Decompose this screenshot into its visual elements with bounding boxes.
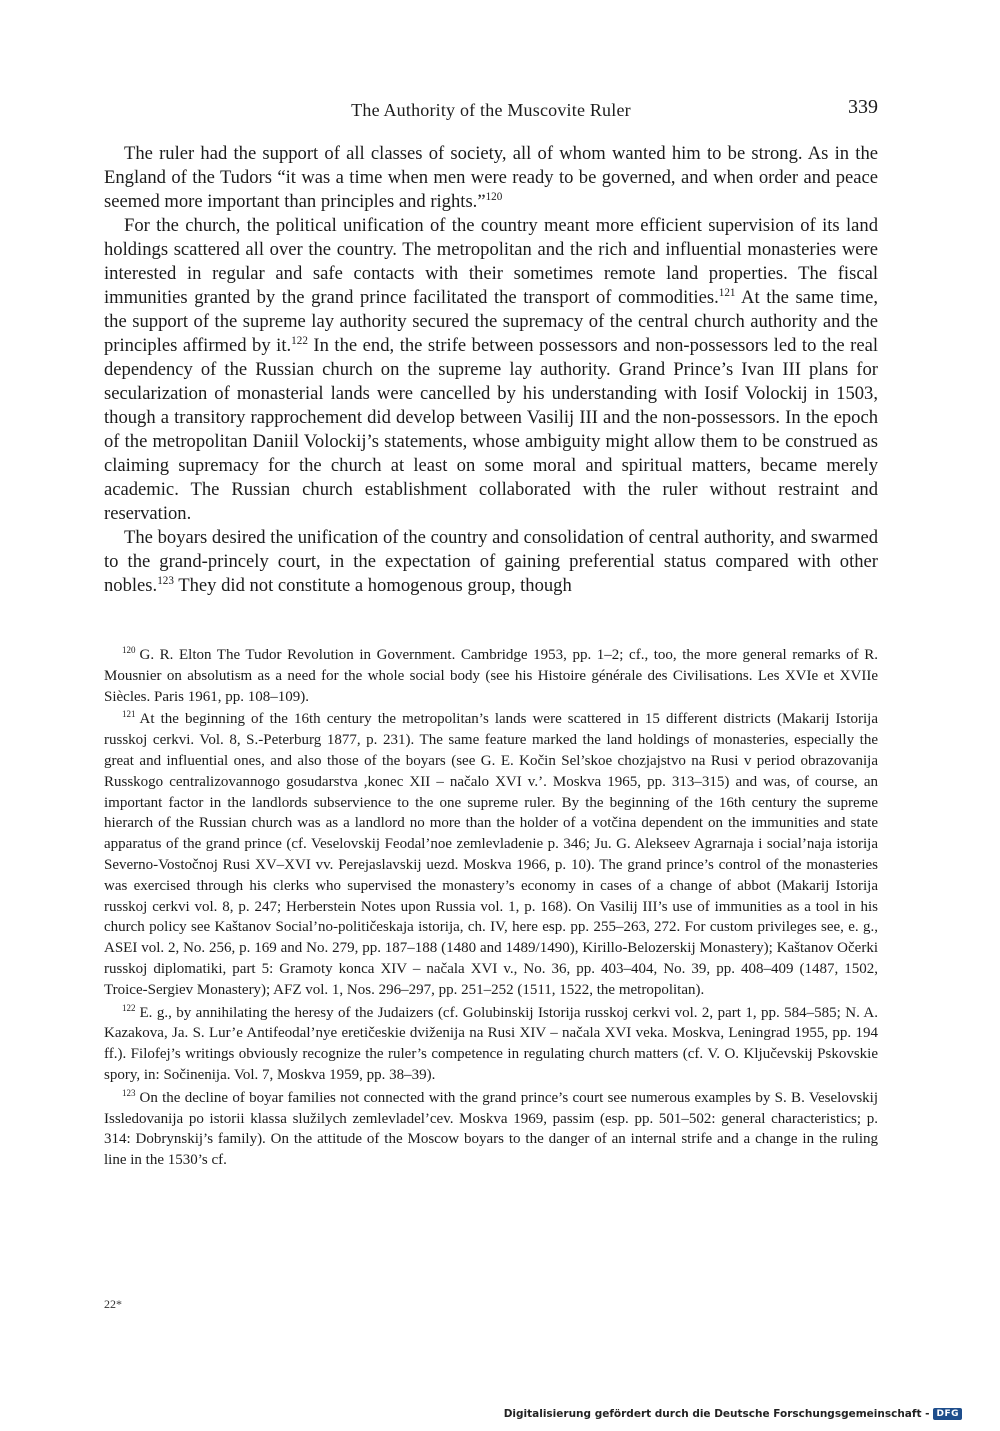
footnote-number: 123	[122, 1087, 136, 1098]
footnotes	[104, 645, 878, 1173]
footnote-ref-121[interactable]: 121	[718, 286, 736, 299]
paragraph-2-text-b: At the same time, the support of the supreme lay authority secured the supremacy of the central church authority and the principles affirmed by it.	[104, 287, 878, 356]
digitization-footer	[504, 1408, 962, 1420]
paragraph-2	[104, 214, 878, 526]
footnote-121	[104, 709, 878, 1000]
footnote-122	[104, 1003, 878, 1086]
paragraph-2-text-a: For the church, the political unification of the country meant more efficient supervision of its land holdings scattered all over the country. The metropolitan and the rich and influential monasteries were interested in regular and safe contacts with their sometimes remote land properties. The fiscal immunities granted by the grand prince facilitated the transport of commodities.	[104, 215, 878, 308]
footnote-text: G. R. Elton The Tudor Revolution in Government. Cambridge 1953, pp. 1–2; cf., too, the more general remarks of R. Mousnier on absolutism as a need for the whole social body (see his Histoire générale des Civilisations. Les XVIe et XVIIe Siècles. Paris 1961, pp. 108–109).	[104, 647, 878, 705]
footnote-number: 120	[122, 645, 136, 655]
footnote-text: At the beginning of the 16th century the metropolitan’s lands were scattered in 15 different districts (Makarij Istorija russkoj cerkvi. Vol. 8, S.-Peterburg 1877, p. 231). The same feature marked the land holdings of monasteries, especially the great and influential ones, and also those of the boyars (see G. E. Kočin Sel’skoe chozjajstvo na Rusi v period obrazovanija Russkogo centralizovannogo gosudarstva ,konec XII – načalo XVI v.’. Moskva 1965, pp. 313–315) and was, of course, an important factor in the landlords subservience to the one supreme ruler. By the beginning of the 16th century the supreme hierarch of the Russian church was as a landlord no more than the holder of a votčina dependent on the immunities and state apparatus of the grand prince (cf. Veselovskij Feodal’noe zemlevladenie p. 346; Ju. G. Alekseev Agrarnaja i social’naja istorija Severno-Vostočnoj Rusi XV–XVI vv. Perejaslavskij uezd. Moskva 1966, p. 10). The grand prince’s control of the monasteries was exercised through his clerks who supervised the monastery’s economy in cases of a change of abbot (Makarij Istorija russkoj cerkvi vol. 8, p. 247; Herberstein Notes upon Russia vol. 1, p. 168). On Vasilij III’s use of immunities as a tool in his church policy see Kaštanov Social’no-političeskaja istorija, ch. IV, here esp. pp. 255–263, 272. For custom privileges see, e. g., ASEI vol. 2, No. 256, p. 169 and No. 279, pp. 187–188 (1480 and 1489/1490), Kirillo-Belozerskij Monastery); Kaštanov Očerki russkoj diplomatiki, part 5: Gramoty konca XIV – načala XVI v., No. 36, pp. 403–404, No. 39, pp. 408–409 (1487, 1502, Troice-Sergiev Monastery); AFZ vol. 1, Nos. 296–297, pp. 251–252 (1511, 1522, the metropolitan).	[104, 711, 878, 998]
footnote-text: On the decline of boyar families not connected with the grand prince’s court see numerous examples by S. B. Veselovskij Issledovanija po istorii klassa služilych zemlevladel’cev. Moskva 1969, passim (esp. pp. 501–502: general characteristics; p. 314: Dobrynskij’s family). On the attitude of the Moscow boyars to the danger of an internal strife and a change in the ruling line in the 1530’s cf.	[104, 1089, 878, 1169]
page-header	[104, 96, 878, 126]
footnote-text: E. g., by annihilating the heresy of the Judaizers (cf. Golubinskij Istorija russkoj cerkvi vol. 2, part 1, pp. 584–585; N. A. Kazakova, Ja. S. Lur’e Antifeodal’nye eretičeskie dviženija na Rusi XIV – načala XVI veka. Moskva, Leningrad 1955, pp. 194 ff.). Filofej’s writings obviously recognize the ruler’s competence in regulating church matters (cf. V. O. Ključevskij Pskovskie spory, in: Sočinenija. Vol. 7, Moskva 1959, pp. 38–39).	[104, 1004, 878, 1083]
dfg-logo-icon: DFG	[933, 1408, 962, 1420]
paragraph-2-text-c: In the end, the strife between possessors and non-possessors led to the real dependency of the Russian church on the supreme lay authority. Grand Prince’s Ivan III plans for secularization of monasterial lands were cancelled by his understanding with Iosif Volockij in 1503, though a transitory rapprochement did develop between Vasilij III and the non-possessors. In the epoch of the metropolitan Daniil Volockij’s statements, whose ambiguity might allow them to be construed as claiming supremacy for the church at least on some moral and spiritual matters, became merely academic. The Russian church establishment collaborated with the ruler without restraint and reservation.	[104, 335, 879, 524]
printer-signature: 22*	[104, 1297, 122, 1311]
footnote-number: 122	[122, 1002, 136, 1013]
footnote-ref-122[interactable]: 122	[291, 334, 308, 347]
footnote-ref-123[interactable]: 123	[157, 574, 174, 587]
page-number: 339	[848, 96, 878, 118]
paragraph-1	[104, 142, 878, 214]
paragraph-3	[104, 526, 878, 598]
paragraph-3-text-a: The boyars desired the unification of the country and consolidation of central authority, and swarmed to the grand-princely court, in the expectation of gaining preferential status compared with other nobles.	[104, 527, 878, 596]
paragraph-3-text-b: They did not constitute a homogenous group, though	[173, 575, 572, 596]
main-text	[104, 142, 878, 598]
digitization-note: Digitalisierung gefördert durch die Deutsche Forschungsgemeinschaft -	[503, 1408, 930, 1420]
running-title: The Authority of the Muscovite Ruler	[351, 100, 631, 120]
footnote-120	[104, 645, 878, 707]
footnote-ref-120[interactable]: 120	[485, 190, 503, 203]
footnote-123	[104, 1088, 878, 1171]
paragraph-1-text: The ruler had the support of all classes of society, all of whom wanted him to be strong. As in the England of the Tudors “it was a time when men were ready to be governed, and when order and peace seemed more important than principles and rights.”	[104, 143, 878, 212]
footnote-number: 121	[122, 709, 136, 720]
